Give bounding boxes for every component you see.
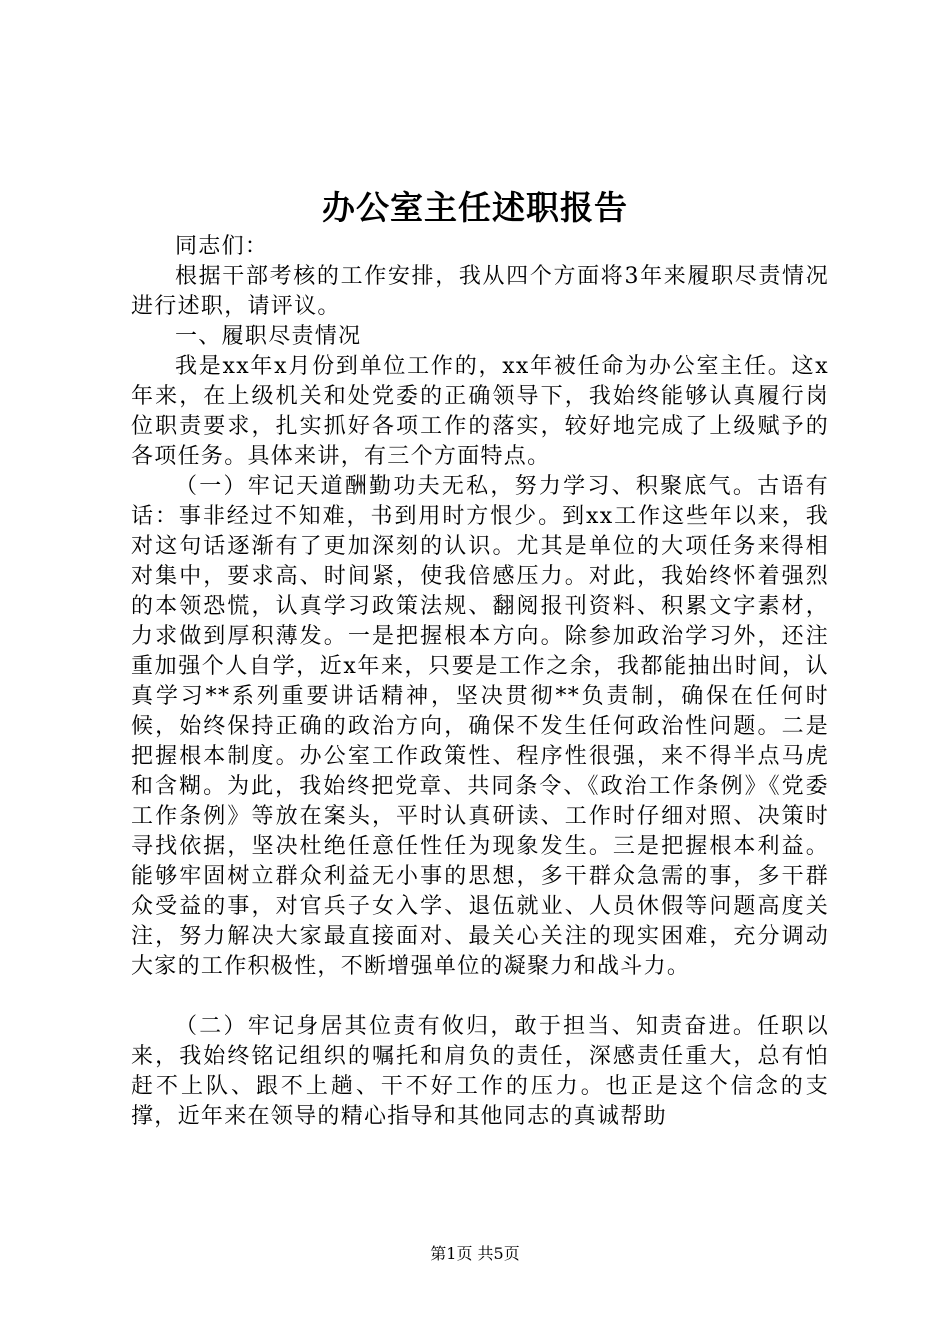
intro-paragraph: 根据干部考核的工作安排，我从四个方面将3年来履职尽责情况进行述职，请评议。 (131, 264, 829, 319)
document-body (131, 232, 829, 1132)
page-footer: 第1页 共5页 (430, 1244, 520, 1263)
salutation: 同志们： (175, 234, 269, 259)
body-paragraph: （二）牢记身居其位责有攸归，敢于担当、知责奋进。任职以来，我始终铭记组织的嘱托和肩负的责任，深感责任重大，总有怕赶不上队、跟不上趟、干不好工作的压力。也正是这个信念的支撑，近年来在领导的精心指导和其他同志的真诚帮助 (131, 1014, 829, 1129)
body-paragraph: 我是xx年x月份到单位工作的，xx年被任命为办公室主任。这x年来，在上级机关和处党委的正确领导下，我始终能够认真履行岗位职责要求，扎实抓好各项工作的落实，较好地完成了上级赋予的各项任务。具体来讲，有三个方面特点。 (131, 354, 829, 469)
section-heading: 一、履职尽责情况 (175, 324, 362, 349)
document-title: 办公室主任述职报告 (322, 188, 628, 227)
body-paragraph: （一）牢记天道酬勤功夫无私，努力学习、积聚底气。古语有话：事非经过不知难，书到用时方恨少。到xx工作这些年以来，我对这句话逐渐有了更加深刻的认识。尤其是单位的大项任务来得相对集中，要求高、时间紧，使我倍感压力。对此，我始终怀着强烈的本领恐慌，认真学习政策法规、翻阅报刊资料、积累文字素材，力求做到厚积薄发。一是把握根本方向。除参加政治学习外，还注重加强个人自学，近x年来，只要是工作之余，我都能抽出时间，认真学习**系列重要讲话精神，坚决贯彻**负责制，确保在任何时候，始终保持正确的政治方向，确保不发生任何政治性问题。二是把握根本制度。办公室工作政策性、程序性很强，来不得半点马虎和含糊。为此，我始终把党章、共同条令、《政治工作条例》《党委工作条例》等放在案头，平时认真研读、工作时仔细对照、决策时寻找依据，坚决杜绝任意任性任为现象发生。三是把握根本利益。能够牢固树立群众利益无小事的思想，多干群众急需的事，多干群众受益的事，对官兵子女入学、退伍就业、人员休假等问题高度关注，努力解决大家最直接面对、最关心关注的现实困难，充分调动大家的工作积极性，不断增强单位的凝聚力和战斗力。 (131, 474, 829, 979)
